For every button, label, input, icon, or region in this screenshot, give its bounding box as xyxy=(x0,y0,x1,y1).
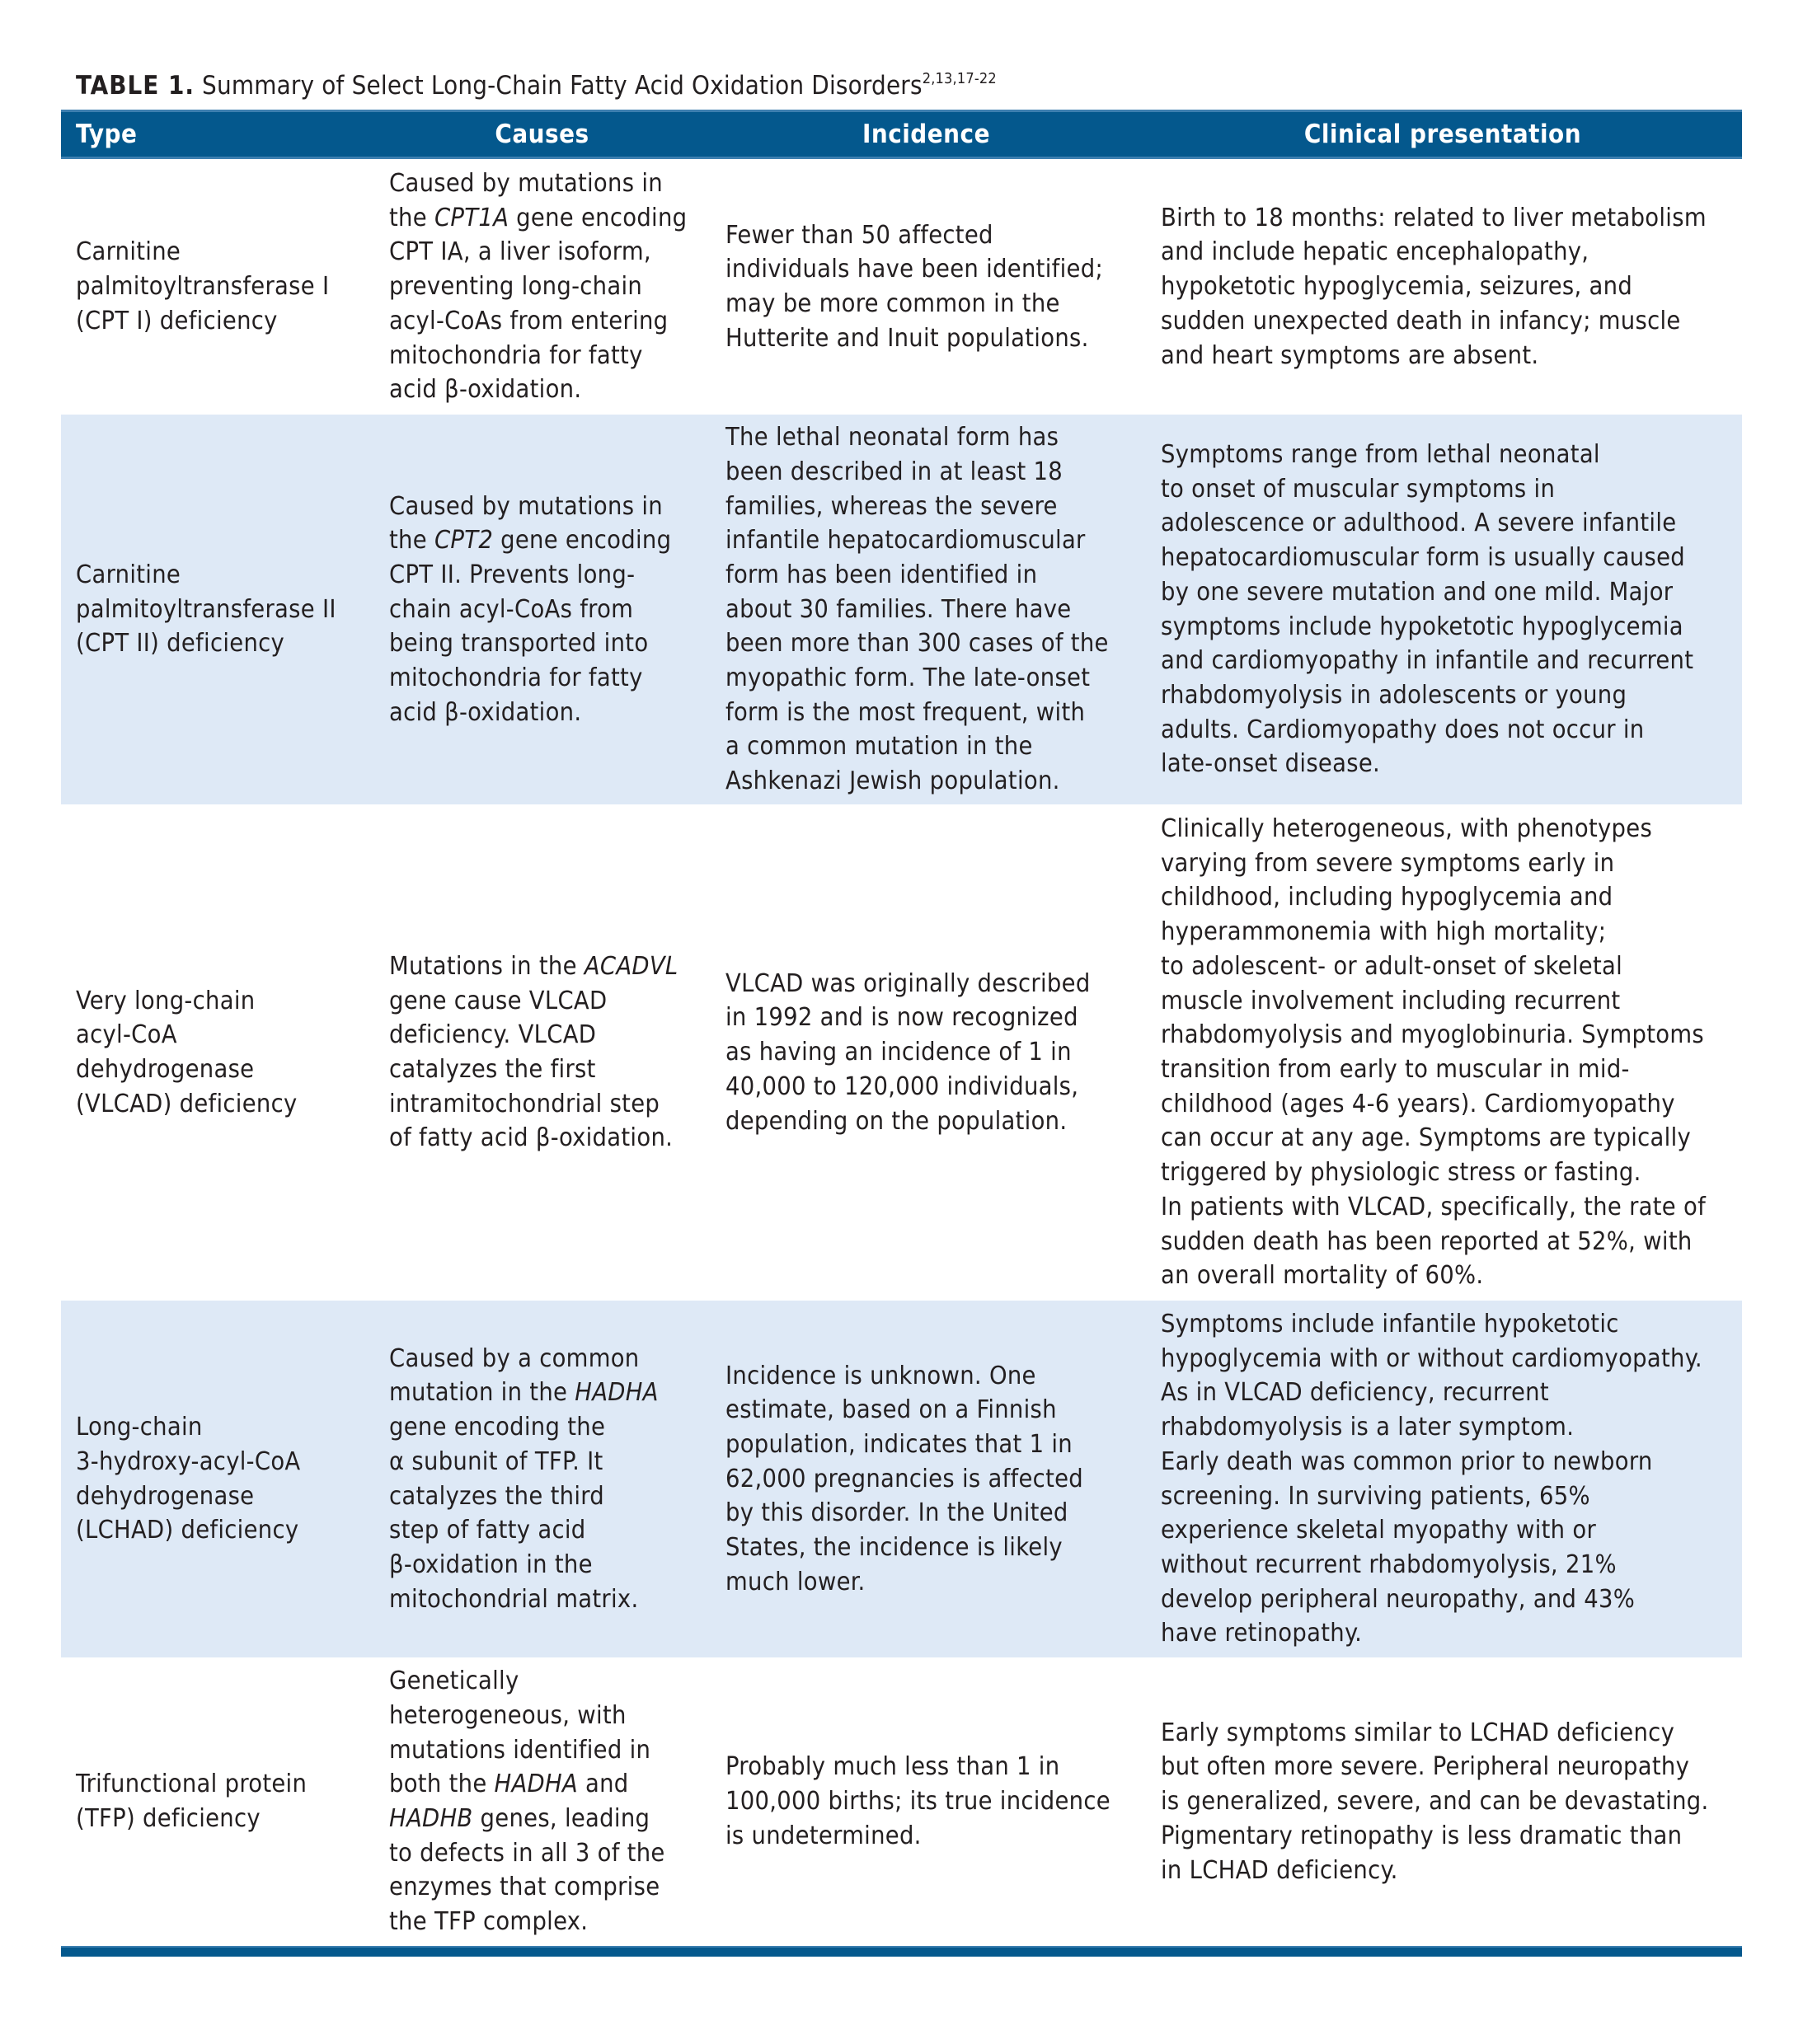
cell-text-line: gene encoding the xyxy=(389,1413,606,1442)
cell-text-line: experience skeletal myopathy with or xyxy=(1161,1516,1597,1545)
cell-clinical-presentation xyxy=(1161,1657,1738,1946)
cell-text-line: rhabdomyolysis in adolescents or young xyxy=(1161,680,1627,710)
cell-type xyxy=(76,159,381,415)
table-row xyxy=(61,159,1742,415)
cell-text-line: acid β-oxidation. xyxy=(389,697,582,727)
table-title: Summary of Select Long-Chain Fatty Acid Oxidation Disorders xyxy=(195,71,923,101)
cell-text-line: by one severe mutation and one mild. Major xyxy=(1161,577,1674,607)
cell-clinical-presentation xyxy=(1161,415,1738,804)
cell-text-line: both the HADHA and xyxy=(389,1770,629,1799)
cell-text-line: Trifunctional protein xyxy=(76,1770,308,1799)
reference-superscript: 2,13,17-22 xyxy=(922,70,997,87)
table-row xyxy=(61,804,1742,1301)
cell-text-line: 40,000 to 120,000 individuals, xyxy=(725,1071,1079,1101)
cell-text-line: form is the most frequent, with xyxy=(725,697,1086,727)
cell-text-line: The lethal neonatal form has xyxy=(725,423,1059,452)
cell-text-line: in LCHAD deficiency. xyxy=(1161,1855,1398,1885)
cell-text-line: a common mutation in the xyxy=(725,732,1033,762)
cell-text-line: Ashkenazi Jewish population. xyxy=(725,766,1060,796)
cell-text-line: rhabdomyolysis is a later symptom. xyxy=(1161,1413,1575,1442)
gene-name: ACADVL xyxy=(584,951,678,981)
cell-text-line: (CPT I) deficiency xyxy=(76,306,278,335)
cell-text-line: HADHB genes, leading xyxy=(389,1804,650,1833)
cell-text-line: (VLCAD) deficiency xyxy=(76,1089,298,1118)
cell-text-line: Long-chain xyxy=(76,1413,203,1442)
cell-text-line: heterogeneous, with xyxy=(389,1700,627,1730)
gene-name: HADHB xyxy=(389,1804,473,1833)
cell-text-line: chain acyl-CoAs from xyxy=(389,594,634,624)
cell-text-line: Pigmentary retinopathy is less dramatic than xyxy=(1161,1821,1683,1850)
cell-clinical-presentation xyxy=(1161,1301,1738,1657)
cell-text-line: intramitochondrial step xyxy=(389,1089,660,1118)
table-header xyxy=(61,110,1742,159)
cell-text-line: Incidence is unknown. One xyxy=(725,1361,1036,1390)
cell-text-line: deficiency. VLCAD xyxy=(389,1020,597,1050)
cell-text-line: As in VLCAD deficiency, recurrent xyxy=(1161,1378,1549,1408)
cell-causes xyxy=(389,159,711,415)
cell-text-line: Early death was common prior to newborn xyxy=(1161,1446,1653,1476)
cell-text-line: mutation in the HADHA xyxy=(389,1378,659,1408)
cell-text-line: Caused by a common xyxy=(389,1343,640,1373)
cell-causes xyxy=(389,804,711,1301)
cell-text-line: develop peripheral neuropathy, and 43% xyxy=(1161,1584,1636,1614)
cell-text-line: Mutations in the ACADVL xyxy=(389,951,678,981)
cell-text-line: acid β-oxidation. xyxy=(389,375,582,405)
cell-text-line: 100,000 births; its true incidence xyxy=(725,1787,1110,1817)
cell-text-line: hepatocardiomuscular form is usually caused xyxy=(1161,543,1686,573)
cell-text-line: Caused by mutations in xyxy=(389,491,663,521)
cell-text-line: Clinically heterogeneous, with phenotypes xyxy=(1161,814,1653,844)
cell-type xyxy=(76,1301,381,1657)
cell-text-line: the CPT1A gene encoding xyxy=(389,203,688,232)
cell-text-line: enzymes that comprise xyxy=(389,1873,660,1902)
cell-text-line: CPT II. Prevents long- xyxy=(389,560,636,589)
cell-text-line: step of fatty acid xyxy=(389,1516,586,1545)
cell-text-line: been more than 300 cases of the xyxy=(725,629,1109,659)
cell-text-line: States, the incidence is likely xyxy=(725,1533,1063,1563)
cell-text-line: Fewer than 50 affected xyxy=(725,220,993,250)
cell-text-line: families, whereas the severe xyxy=(725,491,1058,521)
gene-name: CPT2 xyxy=(434,526,494,556)
cell-text-line: (CPT II) deficiency xyxy=(76,629,285,659)
cell-text-line: gene cause VLCAD xyxy=(389,986,608,1015)
cell-text-line: childhood, including hypoglycemia and xyxy=(1161,883,1613,912)
cell-text-line: hypoglycemia with or without cardiomyopathy. xyxy=(1161,1343,1702,1373)
header-causes: Causes xyxy=(495,120,589,149)
cell-text-line: (LCHAD) deficiency xyxy=(76,1516,299,1545)
cell-text-line: is undetermined. xyxy=(725,1821,922,1850)
cell-text-line: mutations identified in xyxy=(389,1735,651,1765)
gene-name: CPT1A xyxy=(434,203,509,232)
cell-text-line: acyl-CoA xyxy=(76,1020,177,1050)
cell-text-line: to adolescent- or adult-onset of skeletal xyxy=(1161,951,1623,981)
cell-text-line: the CPT2 gene encoding xyxy=(389,526,672,556)
cell-text-line: 3-hydroxy-acyl-CoA xyxy=(76,1446,301,1476)
cell-text-line: late-onset disease. xyxy=(1161,749,1381,779)
cell-text-line: In patients with VLCAD, specifically, the rate of xyxy=(1161,1192,1707,1221)
cell-text-line: mitochondria for fatty xyxy=(389,663,643,693)
cell-type xyxy=(76,1657,381,1946)
cell-text-line: may be more common in the xyxy=(725,289,1060,318)
table-bottom-rule xyxy=(61,1946,1742,1957)
cell-text-line: form has been identified in xyxy=(725,560,1038,589)
cell-text-line: α subunit of TFP. It xyxy=(389,1446,603,1476)
cell-text-line: acyl-CoAs from entering xyxy=(389,306,669,335)
cell-text-line: in 1992 and is now recognized xyxy=(725,1003,1078,1033)
gene-name: HADHA xyxy=(494,1770,578,1799)
cell-incidence xyxy=(725,1657,1138,1946)
cell-text-line: mitochondria for fatty xyxy=(389,340,643,370)
cell-text-line: and cardiomyopathy in infantile and recurrent xyxy=(1161,646,1694,676)
cell-text-line: (TFP) deficiency xyxy=(76,1804,261,1833)
cell-text-line: transition from early to muscular in mid- xyxy=(1161,1055,1630,1084)
cell-text-line: VLCAD was originally described xyxy=(725,968,1091,998)
cell-text-line: mitochondrial matrix. xyxy=(389,1584,639,1614)
cell-incidence xyxy=(725,804,1138,1301)
cell-text-line: Hutterite and Inuit populations. xyxy=(725,323,1089,353)
cell-text-line: have retinopathy. xyxy=(1161,1619,1363,1648)
cell-text-line: population, indicates that 1 in xyxy=(725,1429,1073,1459)
table-row xyxy=(61,1657,1742,1946)
cell-text-line: symptoms include hypoketotic hypoglycemia xyxy=(1161,612,1683,641)
cell-text-line: of fatty acid β-oxidation. xyxy=(389,1123,674,1153)
cell-text-line: as having an incidence of 1 in xyxy=(725,1038,1072,1067)
cell-text-line: about 30 families. There have xyxy=(725,594,1072,624)
cell-clinical-presentation xyxy=(1161,159,1738,415)
cell-text-line: hypoketotic hypoglycemia, seizures, and xyxy=(1161,272,1633,302)
cell-text-line: sudden death has been reported at 52%, with xyxy=(1161,1226,1693,1256)
cell-text-line: the TFP complex. xyxy=(389,1907,589,1937)
cell-text-line: dehydrogenase xyxy=(76,1055,255,1084)
cell-text-line: varying from severe symptoms early in xyxy=(1161,848,1615,878)
cell-text-line: screening. In surviving patients, 65% xyxy=(1161,1481,1590,1511)
cell-text-line: without recurrent rhabdomyolysis, 21% xyxy=(1161,1549,1617,1579)
cell-text-line: muscle involvement including recurrent xyxy=(1161,986,1621,1015)
header-type: Type xyxy=(76,120,138,149)
header-clinical-presentation: Clinical presentation xyxy=(1303,120,1582,149)
table-caption xyxy=(76,71,997,101)
cell-text-line: myopathic form. The late-onset xyxy=(725,663,1091,693)
cell-text-line: triggered by physiologic stress or fasting. xyxy=(1161,1158,1641,1188)
cell-text-line: palmitoyltransferase II xyxy=(76,594,336,624)
cell-text-line: but often more severe. Peripheral neuropathy xyxy=(1161,1752,1690,1782)
cell-text-line: Probably much less than 1 in xyxy=(725,1752,1060,1782)
cell-text-line: to defects in all 3 of the xyxy=(389,1838,665,1868)
cell-incidence xyxy=(725,159,1138,415)
cell-text-line: Symptoms include infantile hypoketotic xyxy=(1161,1309,1619,1338)
header-incidence: Incidence xyxy=(862,120,990,149)
cell-text-line: much lower. xyxy=(725,1567,866,1596)
cell-text-line: estimate, based on a Finnish xyxy=(725,1395,1057,1425)
cell-text-line: depending on the population. xyxy=(725,1106,1068,1136)
cell-incidence xyxy=(725,1301,1138,1657)
cell-text-line: been described in at least 18 xyxy=(725,457,1063,486)
cell-text-line: to onset of muscular symptoms in xyxy=(1161,474,1556,504)
cell-text-line: an overall mortality of 60%. xyxy=(1161,1261,1484,1291)
cell-text-line: childhood (ages 4-6 years). Cardiomyopathy xyxy=(1161,1089,1675,1118)
cell-text-line: preventing long-chain xyxy=(389,272,643,302)
cell-type xyxy=(76,415,381,804)
cell-text-line: is generalized, severe, and can be devastating. xyxy=(1161,1787,1709,1817)
table-number: TABLE 1. xyxy=(76,71,195,101)
cell-text-line: sudden unexpected death in infancy; muscle xyxy=(1161,306,1681,335)
cell-text-line: adults. Cardiomyopathy does not occur in xyxy=(1161,715,1645,744)
cell-text-line: Very long-chain xyxy=(76,986,256,1015)
cell-text-line: CPT IA, a liver isoform, xyxy=(389,237,651,267)
cell-text-line: hyperammonemia with high mortality; xyxy=(1161,917,1607,947)
cell-text-line: infantile hepatocardiomuscular xyxy=(725,526,1086,556)
cell-incidence xyxy=(725,415,1138,804)
cell-text-line: Birth to 18 months: related to liver metabolism xyxy=(1161,203,1707,232)
table-row xyxy=(61,1301,1742,1657)
cell-text-line: Early symptoms similar to LCHAD deficiency xyxy=(1161,1718,1675,1747)
cell-text-line: palmitoyltransferase I xyxy=(76,272,330,302)
cell-clinical-presentation xyxy=(1161,804,1738,1301)
cell-text-line: and heart symptoms are absent. xyxy=(1161,340,1539,370)
cell-text-line: can occur at any age. Symptoms are typically xyxy=(1161,1123,1692,1153)
cell-text-line: by this disorder. In the United xyxy=(725,1498,1068,1528)
cell-text-line: being transported into xyxy=(389,629,649,659)
gene-name: HADHA xyxy=(575,1378,659,1408)
cell-text-line: adolescence or adulthood. A severe infantile xyxy=(1161,509,1677,538)
cell-text-line: Carnitine xyxy=(76,237,181,267)
cell-text-line: rhabdomyolysis and myoglobinuria. Symptoms xyxy=(1161,1020,1704,1050)
cell-type xyxy=(76,804,381,1301)
cell-text-line: Genetically xyxy=(389,1667,519,1696)
cell-text-line: Carnitine xyxy=(76,560,181,589)
cell-text-line: and include hepatic encephalopathy, xyxy=(1161,237,1589,267)
cell-text-line: Caused by mutations in xyxy=(389,169,663,199)
cell-text-line: β-oxidation in the xyxy=(389,1549,593,1579)
cell-text-line: dehydrogenase xyxy=(76,1481,255,1511)
cell-causes xyxy=(389,1301,711,1657)
cell-text-line: 62,000 pregnancies is affected xyxy=(725,1464,1084,1493)
cell-text-line: catalyzes the third xyxy=(389,1481,605,1511)
cell-causes xyxy=(389,415,711,804)
cell-text-line: Symptoms range from lethal neonatal xyxy=(1161,439,1600,469)
cell-text-line: catalyzes the first xyxy=(389,1055,596,1084)
table-row xyxy=(61,415,1742,804)
cell-causes xyxy=(389,1657,711,1946)
cell-text-line: individuals have been identified; xyxy=(725,255,1103,284)
